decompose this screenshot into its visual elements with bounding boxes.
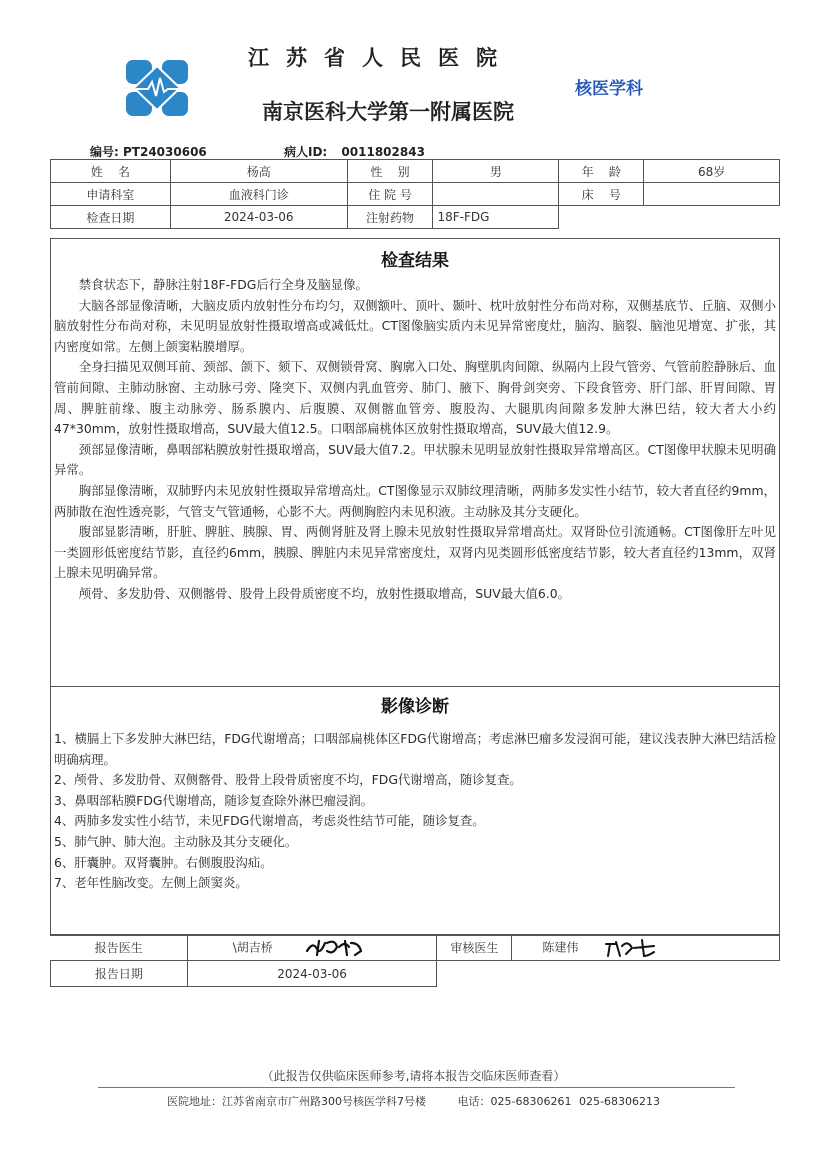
diagnosis-title: 影像诊断 <box>381 697 449 717</box>
department-name: 核医学科 <box>575 79 643 99</box>
signature-table <box>50 934 780 987</box>
reviewer-signature <box>604 938 664 958</box>
hospital-logo <box>124 58 190 118</box>
reviewer-label: 审核医生 <box>437 935 512 961</box>
report-number-label: 编号: <box>90 145 119 159</box>
diagnosis-section <box>50 686 780 936</box>
age-label: 年 龄 <box>559 160 644 183</box>
exam-date: 2024-03-06 <box>170 206 347 229</box>
hospital-name: 江苏省人民医院 <box>248 46 514 70</box>
reporter-cell <box>187 935 437 961</box>
findings-paragraph: 大脑各部显像清晰，大脑皮质内放射性分布均匀，双侧额叶、顶叶、颞叶、枕叶放射性分布尚对称，双侧基底节、丘脑、双侧小脑放射性分布尚对称，未见明显放射性摄取增高或减低灶。CT图像脑实质内未见异常密度灶，脑沟、脑裂、脑池见增宽、扩张，其内密度如常。左侧上颌窦粘膜增厚。 <box>54 297 776 354</box>
patient-id-label: 病人ID: <box>284 145 328 159</box>
patient-name: 杨高 <box>170 160 347 183</box>
table-row <box>51 961 780 987</box>
findings-paragraph: 胸部显像清晰，双肺野内未见放射性摄取异常增高灶。CT图像显示双肺纹理清晰，两肺多发实性小结节，较大者直径约9mm，两肺散在泡性透亮影，气管支气管通畅，心影不大。两侧胸腔内未见积液。主动脉及其分支硬化。 <box>54 482 776 519</box>
findings-paragraph: 颈部显像清晰，鼻咽部粘膜放射性摄取增高，SUV最大值7.2。甲状腺未见明显放射性摄取异常增高区。CT图像甲状腺未见明确异常。 <box>54 441 776 478</box>
report-number-value: PT24030606 <box>123 145 207 159</box>
patient-sex: 男 <box>433 160 559 183</box>
footer-contact <box>0 1093 827 1109</box>
bed-no <box>644 183 780 206</box>
diagnosis-item: 6、肝囊肿。双肾囊肿。右侧腹股沟疝。 <box>54 854 273 870</box>
dept-label: 申请科室 <box>51 183 171 206</box>
reviewer-cell <box>512 935 780 961</box>
findings-section <box>50 238 780 687</box>
table-row <box>51 183 780 206</box>
report-number <box>90 143 207 160</box>
diagnosis-item: 3、鼻咽部粘膜FDG代谢增高，随诊复查除外淋巴瘤浸润。 <box>54 792 374 808</box>
reporter-signature <box>305 937 365 959</box>
inpatient-no <box>433 183 559 206</box>
findings-paragraph: 禁食状态下，静脉注射18F-FDG后行全身及脑显像。 <box>78 277 368 292</box>
hospital-address: 医院地址：江苏省南京市广州路300号核医学科7号楼 <box>167 1095 427 1108</box>
findings-title: 检查结果 <box>381 251 449 271</box>
sex-label: 性 别 <box>347 160 433 183</box>
diagnosis-item: 4、两肺多发实性小结节，未见FDG代谢增高，考虑炎性结节可能，随诊复查。 <box>54 813 485 829</box>
diagnosis-item: 1、横膈上下多发肿大淋巴结，FDG代谢增高；口咽部扁桃体区FDG代谢增高；考虑淋巴瘤多发浸润可能，建议浅表肿大淋巴结活检明确病理。 <box>54 731 776 767</box>
findings-paragraph: 全身扫描见双侧耳前、颈部、颌下、颏下、双侧锁骨窝、胸廓入口处、胸壁肌肉间隙、纵隔内上段气管旁、气管前腔静脉后、血管前间隙、主肺动脉窗、主动脉弓旁、隆突下、双侧内乳血管旁、肺门、腋下、胸骨剑突旁、下段食管旁、肝门部、肝胃间隙、胃周、脾脏前缘、腹主动脉旁、肠系膜内、后腹膜、双侧髂血管旁、腹股沟、大腿肌肉间隙多发肿大淋巴结，较大者大小约47*30mm，放射性摄取增高，SUV最大值12.5。口咽部扁桃体区放射性摄取增高，SUV最大值12.9。 <box>54 359 776 437</box>
tracer-label: 注射药物 <box>347 206 433 229</box>
inpatient-label: 住 院 号 <box>347 183 433 206</box>
hospital-subname: 南京医科大学第一附属医院 <box>262 100 514 124</box>
footer-divider <box>98 1087 735 1088</box>
report-date: 2024-03-06 <box>187 961 437 987</box>
hospital-phone: 电话：025-68306261 025-68306213 <box>457 1095 660 1108</box>
tracer: 18F-FDG <box>433 206 559 229</box>
reviewer-name: 陈建伟 <box>542 940 579 954</box>
exam-date-label: 检查日期 <box>51 206 171 229</box>
table-row <box>51 935 780 961</box>
reporter-name: \胡吉桥 <box>232 940 273 954</box>
table-row <box>51 160 780 183</box>
report-date-label: 报告日期 <box>51 961 188 987</box>
table-row <box>51 206 780 229</box>
reporter-label: 报告医生 <box>51 935 188 961</box>
patient-age: 68岁 <box>644 160 780 183</box>
findings-paragraph: 腹部显影清晰，肝脏、脾脏、胰腺、胃、两侧肾脏及肾上腺未见放射性摄取异常增高灶。双肾卧位引流通畅。CT图像肝左叶见一类圆形低密度结节影，直径约6mm，胰腺、脾脏内未见异常密度灶，双肾内见类圆形低密度结节影，较大者直径约13mm，双肾上腺未见明确异常。 <box>54 524 776 581</box>
diagnosis-item: 2、颅骨、多发肋骨、双侧髂骨、股骨上段骨质密度不均，FDG代谢增高，随诊复查。 <box>54 772 522 788</box>
patient-id-value: 0011802843 <box>341 145 425 159</box>
disclaimer-note: （此报告仅供临床医师参考,请将本报告交临床医师查看） <box>261 1069 566 1083</box>
diagnosis-item: 5、肺气肿、肺大泡。主动脉及其分支硬化。 <box>54 833 298 849</box>
diagnosis-item: 7、老年性脑改变。左侧上颌窦炎。 <box>54 875 248 891</box>
name-label: 姓 名 <box>51 160 171 183</box>
patient-info-table <box>50 159 780 229</box>
patient-id <box>284 143 425 160</box>
bed-label: 床 号 <box>559 183 644 206</box>
requesting-dept: 血液科门诊 <box>170 183 347 206</box>
findings-paragraph: 颅骨、多发肋骨、双侧髂骨、股骨上段骨质密度不均，放射性摄取增高，SUV最大值6.0。 <box>78 585 570 601</box>
